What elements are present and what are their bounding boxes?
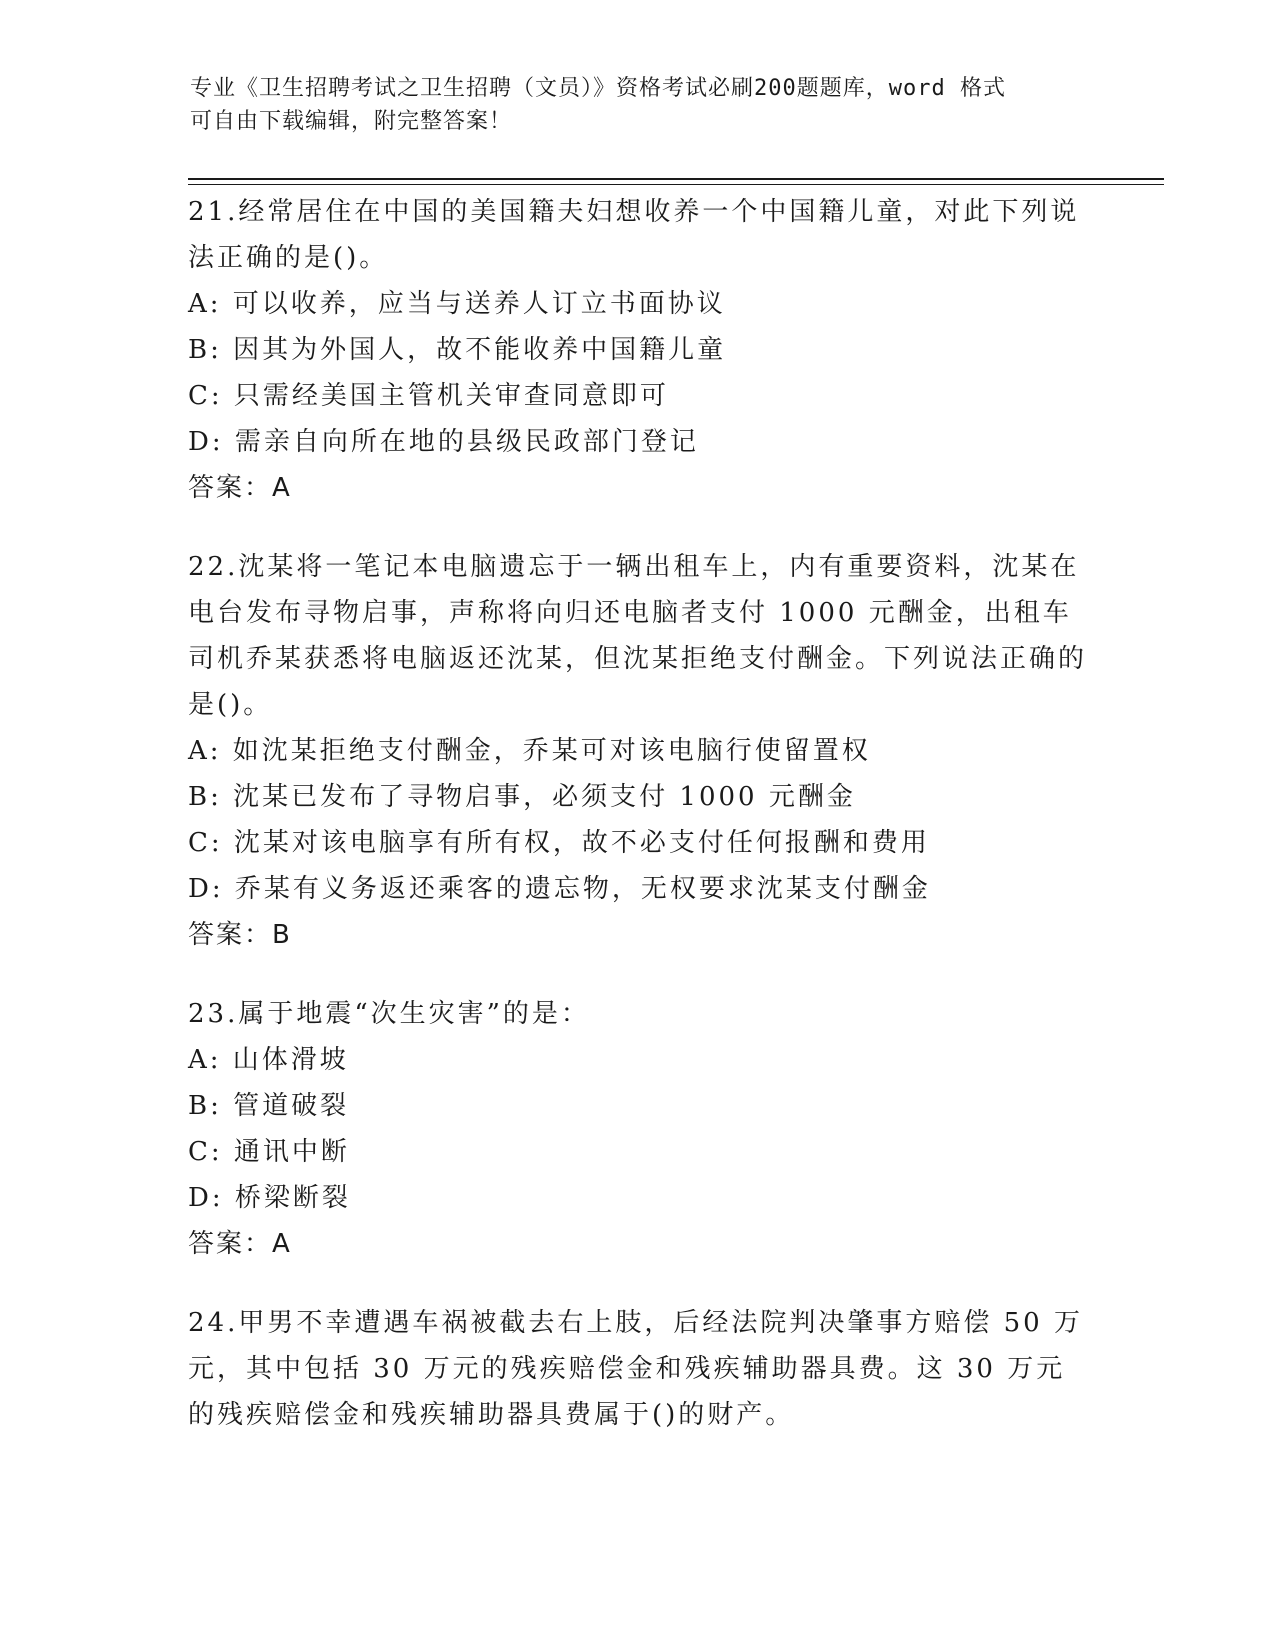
option-c: C: 只需经美国主管机关审查同意即可: [188, 381, 669, 411]
question-text: 21.经常居住在中国的美国籍夫妇想收养一个中国籍儿童，对此下列说法正确的是()。: [188, 197, 1080, 273]
option-b: B: 沈某已发布了寻物启事，必须支付 1000 元酬金: [188, 782, 856, 812]
question-text: 22.沈某将一笔记本电脑遗忘于一辆出租车上，内有重要资料，沈某在电台发布寻物启事，声称将向归还电脑者支付 1000 元酬金，出租车司机乔某获悉将电脑返还沈某，但沈某拒绝支付酬金。下列说法正确的是()。: [188, 552, 1088, 720]
document-header: [190, 72, 1090, 138]
option-a: A: 山体滑坡: [188, 1045, 349, 1075]
option-c: C: 沈某对该电脑享有所有权，故不必支付任何报酬和费用: [188, 828, 930, 858]
question-text: 23.属于地震“次生灾害”的是：: [188, 999, 590, 1029]
header-divider-thick: [188, 178, 1164, 180]
option-b: B: 管道破裂: [188, 1091, 350, 1121]
question-23: [188, 991, 1088, 1267]
question-text: 24.甲男不幸遭遇车祸被截去右上肢，后经法院判决肇事方赔偿 50 万元，其中包括 30 万元的残疾赔偿金和残疾辅助器具费。这 30 万元的残疾赔偿金和残疾辅助器具费属于()的财产。: [188, 1308, 1083, 1430]
option-d: D: 桥梁断裂: [188, 1183, 351, 1213]
header-divider-thin: [188, 184, 1164, 185]
header-line-2: 可自由下载编辑，附完整答案！: [190, 109, 513, 134]
option-d: D: 乔某有义务返还乘客的遗忘物，无权要求沈某支付酬金: [188, 874, 931, 904]
option-a: A: 可以收养，应当与送养人订立书面协议: [188, 289, 726, 319]
question-21: [188, 189, 1088, 511]
question-22: [188, 544, 1088, 958]
question-list: [188, 189, 1088, 1471]
option-c: C: 通讯中断: [188, 1137, 350, 1167]
option-d: D: 需亲自向所在地的县级民政部门登记: [188, 427, 699, 457]
option-a: A: 如沈某拒绝支付酬金，乔某可对该电脑行使留置权: [188, 736, 871, 766]
question-24: [188, 1300, 1088, 1438]
header-line-1: 专业《卫生招聘考试之卫生招聘（文员）》资格考试必刷200题题库，word 格式: [190, 76, 1006, 101]
answer-line: 答案：B: [188, 920, 292, 950]
answer-line: 答案：A: [188, 1229, 292, 1259]
option-b: B: 因其为外国人，故不能收养中国籍儿童: [188, 335, 727, 365]
answer-line: 答案：A: [188, 473, 292, 503]
